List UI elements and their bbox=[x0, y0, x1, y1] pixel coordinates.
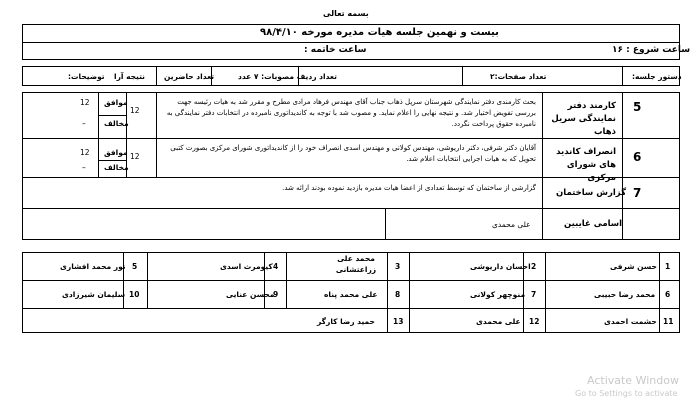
member-name: احسان داريوشی bbox=[470, 262, 531, 271]
approvals-label: تعداد ردیف مصوبات: ۷ عدد bbox=[238, 72, 337, 81]
member-number: 6 bbox=[665, 290, 671, 299]
agenda-item-title: کارمند دفتر نمایندگی سریل ذهاب bbox=[551, 101, 616, 137]
agenda-item-number: 6 bbox=[633, 150, 642, 164]
member-name: منوچهر کولانی bbox=[470, 290, 526, 299]
member-name: علی محمدی bbox=[476, 317, 521, 326]
pages-label: تعداد صفحات:۲ bbox=[490, 72, 547, 81]
agree-label: موافق bbox=[104, 148, 128, 157]
disagree-count: – bbox=[82, 119, 86, 128]
member-name: سلیمان شیرزادی bbox=[62, 290, 126, 299]
disagree-label: مخالف bbox=[104, 119, 129, 128]
end-time: ساعت خاتمه : bbox=[304, 45, 367, 55]
agenda-item-number: 7 bbox=[633, 186, 642, 200]
member-number: 11 bbox=[663, 317, 674, 326]
member-name: حسن شرفی bbox=[610, 262, 657, 271]
member-number: 2 bbox=[531, 262, 537, 271]
member-number: 4 bbox=[273, 262, 279, 271]
start-time: ساعت شروع : ۱۶ bbox=[612, 45, 691, 55]
agenda-item-number: 5 bbox=[633, 100, 642, 114]
agenda-item-description: بحث کارمندی دفتر نمایندگی شهرستان سرپل ذهاب جناب آقای مهندس فرهاد مرادی مطرح و مقرر شد به هیات رئیسه جهت بررسی تفویض اختیار شد. و نتیجه نهایی را اعلام نماید. و مصوب شد با توجه به کاندیداتوری نامبرده در انتخابات دفتر نمایندگی به نامبرده حقوق پرداخت نگردد. bbox=[166, 98, 536, 128]
member-number: 5 bbox=[132, 262, 138, 271]
member-number: 13 bbox=[393, 317, 404, 326]
member-name: محمد رضا حبيبی bbox=[594, 290, 656, 299]
member-number: 3 bbox=[395, 262, 401, 271]
disagree-label: مخالف bbox=[104, 163, 129, 172]
disagree-count: – bbox=[82, 163, 86, 172]
absentees-label: اسامی غايبين bbox=[564, 219, 623, 229]
activate-windows-watermark: Activate Window bbox=[587, 374, 679, 387]
agree-count: 12 bbox=[80, 148, 90, 157]
member-number: 12 bbox=[529, 317, 540, 326]
member-name: محسن عنایی bbox=[226, 290, 275, 299]
member-name: حمید رضا کارگر bbox=[317, 317, 375, 326]
agenda-label: دستور جلسه: bbox=[632, 72, 682, 81]
member-name: علی محمد پناه bbox=[324, 290, 378, 299]
absentees-value: علی محمدی bbox=[492, 220, 531, 229]
attendee-count: 12 bbox=[130, 106, 140, 115]
agree-count: 12 bbox=[80, 98, 90, 107]
bismillah: بسمه تعالی bbox=[323, 9, 369, 18]
agenda-item-title: انصراف کاندید های شورای مرکزی bbox=[556, 147, 616, 183]
member-name: حشمت احمدی bbox=[604, 317, 657, 326]
agenda-item-title: گزارش ساختمان bbox=[556, 188, 627, 198]
meeting-title: بیست و نهمین جلسه هیات مدیره مورخه ۹۸/۴/۱۰ bbox=[260, 27, 499, 38]
member-number: 8 bbox=[395, 290, 401, 299]
member-number: 7 bbox=[531, 290, 537, 299]
attendee-count: 12 bbox=[130, 152, 140, 161]
attendees-label: تعداد حاضرین bbox=[164, 72, 215, 81]
member-name: محمد علی زراعتشانی bbox=[335, 254, 377, 274]
member-number: 10 bbox=[129, 290, 140, 299]
agenda-item-description: گزارشی از ساختمان که توسط تعدادی از اعضا هیات مدیره بازدید نموده بودند ارائه شد. bbox=[282, 184, 536, 192]
activate-windows-hint: Go to Settings to activate bbox=[575, 389, 678, 398]
agree-label: موافق bbox=[104, 98, 128, 107]
member-name: کیومرث اسدی bbox=[220, 262, 273, 271]
notes-label: توضیحات: bbox=[68, 72, 105, 81]
agenda-item-description: آقایان دکتر شرفی، دکتر داریوشی، مهندس کولانی و مهندس اسدی انصراف خود را از کاندیداتوری شورای مرکزی بصورت کتبی تحویل که به هیات اجرایی انتخابات اعلام شد. bbox=[170, 144, 536, 163]
member-number: 1 bbox=[665, 262, 671, 271]
member-name: نور محمد افشاری bbox=[60, 262, 126, 271]
member-number: 9 bbox=[273, 290, 279, 299]
vote-result-label: نتیجه آرا bbox=[114, 72, 145, 81]
